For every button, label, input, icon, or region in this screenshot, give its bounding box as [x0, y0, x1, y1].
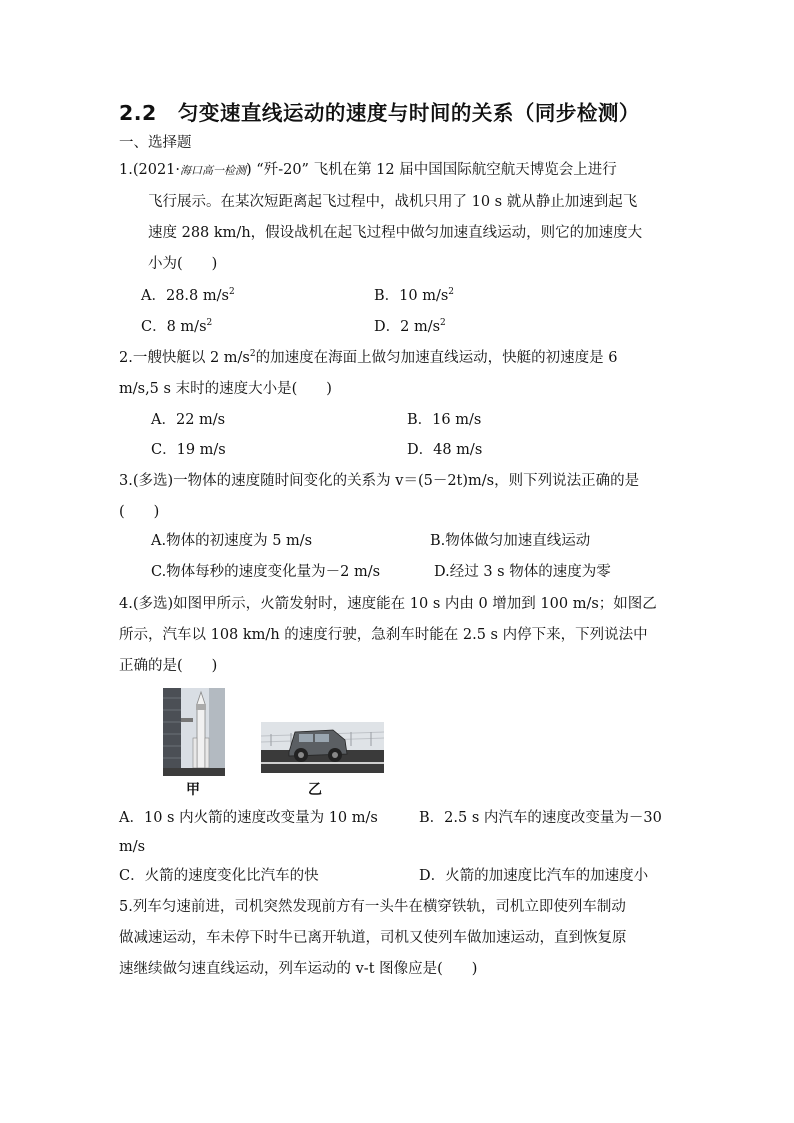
q2-option-a: A．22 m/s [151, 412, 226, 428]
q1-number: 1.(2021· [119, 162, 181, 178]
q2-option-c: C．19 m/s [151, 442, 226, 458]
rocket-launch-image [163, 688, 225, 776]
q2-option-d: D．48 m/s [407, 442, 483, 458]
q2-line-2: m/s,5 s 末时的速度大小是( ) [119, 381, 332, 397]
q1-line-4: 小为( ) [148, 256, 218, 272]
q5-line-2: 做减速运动，车未停下时牛已离开轨道，司机又使列车做加速运动，直到恢复原 [119, 930, 627, 946]
figure-label-jia: 甲 [186, 782, 200, 798]
q1-option-a: A．28.8 $m/s^2$ [141, 287, 235, 304]
q3-option-b: B.物体做匀加速直线运动 [430, 533, 591, 549]
q2-option-b: B．16 m/s [407, 412, 482, 428]
q1-line-3: 速度 288 km/h，假设战机在起飞过程中做匀加速直线运动，则它的加速度大 [148, 225, 643, 241]
q1-option-c: C．8 $m/s^2$ [141, 318, 213, 335]
section-heading: 一、选择题 [119, 135, 192, 151]
q3-option-c: C.物体每秒的速度变化量为－2 m/s [151, 564, 381, 580]
q1-line-1 [119, 160, 617, 181]
q4-option-d: D．火箭的加速度比汽车的加速度小 [419, 868, 649, 884]
q1-line-2: 飞行展示。在某次短距离起飞过程中，战机只用了 10 s 就从静止加速到起飞 [148, 194, 638, 210]
q4-option-c: C．火箭的速度变化比汽车的快 [119, 868, 319, 884]
figure-label-yi: 乙 [308, 782, 322, 798]
q5-line-1: 5.列车匀速前进，司机突然发现前方有一头牛在横穿铁轨，司机立即使列车制动 [119, 899, 626, 915]
q3-option-d: D.经过 3 s 物体的速度为零 [434, 564, 611, 580]
q5-line-3: 速继续做匀速直线运动，列车运动的 v-t 图像应是( ) [119, 961, 478, 977]
q4-option-a: A．10 s 内火箭的速度改变量为 10 m/s [119, 810, 378, 826]
q1-source: 海口高一检测 [180, 164, 247, 177]
q1-option-b: B．10 $m/s^2$ [374, 287, 455, 304]
page-title: 2.2 匀变速直线运动的速度与时间的关系（同步检测） [119, 101, 640, 125]
q3-line-1: 3.(多选)一物体的速度随时间变化的关系为 v＝(5－2t)m/s，则下列说法正确的是 [119, 473, 640, 489]
car-braking-image [261, 722, 384, 773]
q4-line-2: 所示，汽车以 108 km/h 的速度行驶，急刹车时能在 2.5 s 内停下来，下列说法中 [119, 627, 648, 643]
q1-text-1: ) “歼-20” 飞机在第 12 届中国国际航空航天博览会上进行 [246, 162, 617, 178]
q2-line-1: 2.一艘快艇以 2 $m/s^2$的加速度在海面上做匀加速直线运动，快艇的初速度是 6 [119, 349, 618, 366]
q4-line-3: 正确的是( ) [119, 658, 218, 674]
q4-option-b-cont: m/s [119, 839, 146, 855]
q4-option-b: B．2.5 s 内汽车的速度改变量为－30 [419, 810, 662, 826]
q1-option-d: D．2 $m/s^2$ [374, 318, 446, 335]
q3-option-a: A.物体的初速度为 5 m/s [151, 533, 313, 549]
q4-line-1: 4.(多选)如图甲所示，火箭发射时，速度能在 10 s 内由 0 增加到 100 m/s；如图乙 [119, 596, 657, 612]
q3-line-2: ( ) [119, 504, 160, 520]
